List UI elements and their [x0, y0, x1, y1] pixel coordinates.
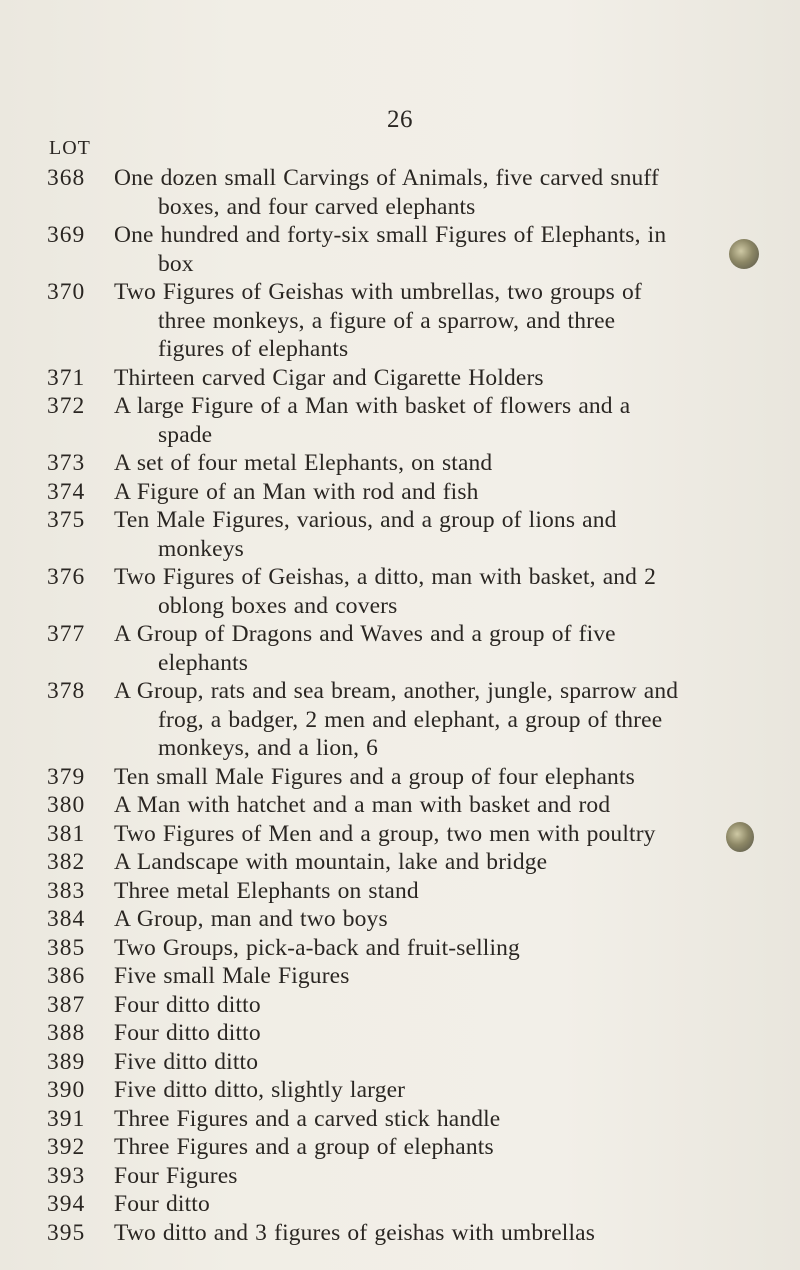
lot-number: 374 [47, 478, 86, 505]
lot-entry [47, 763, 687, 792]
lot-number: 376 [47, 564, 86, 590]
lot-description: A Figure of an Man with rod and fish [114, 478, 479, 505]
lot-number: 371 [47, 364, 86, 391]
lot-number: 387 [47, 991, 86, 1018]
lot-number: 381 [47, 820, 86, 847]
lot-entry [47, 677, 687, 763]
lot-description: Four ditto ditto [114, 1020, 261, 1046]
lot-number: 368 [47, 165, 86, 191]
lot-entry [47, 1190, 687, 1219]
lot-entry [47, 962, 687, 991]
lot-number: 382 [47, 849, 86, 875]
lot-entry [47, 620, 687, 677]
lot-number: 369 [47, 222, 86, 248]
lot-entry [47, 278, 687, 364]
lot-description: Ten Male Figures, various, and a group of lions and monkeys [114, 507, 617, 562]
lot-entry [47, 1105, 687, 1134]
lot-description: Four Figures [114, 1162, 238, 1189]
lot-number: 395 [47, 1219, 86, 1246]
lot-number: 390 [47, 1077, 86, 1103]
lot-number: 385 [47, 934, 86, 961]
lot-entry [47, 1162, 687, 1191]
lot-entry [47, 905, 687, 934]
lot-description: A Group, rats and sea bream, another, jungle, sparrow and frog, a badger, 2 men and elephant, a group of three monkeys, and a lion, 6 [114, 678, 679, 761]
lot-entry [47, 1019, 687, 1048]
lot-number: 370 [47, 279, 86, 305]
lot-number: 389 [47, 1048, 86, 1075]
lot-number: 379 [47, 763, 86, 790]
lot-entry [47, 1219, 687, 1248]
lot-description: One dozen small Carvings of Animals, five carved snuff boxes, and four carved elephants [114, 165, 659, 220]
lot-entry [47, 820, 687, 849]
lot-entry [47, 449, 687, 478]
lot-description: Two Figures of Geishas, a ditto, man with basket, and 2 oblong boxes and covers [114, 564, 657, 619]
lot-description: A set of four metal Elephants, on stand [114, 450, 493, 476]
lot-number: 391 [47, 1105, 86, 1132]
lot-description: Two Groups, pick-a-back and fruit-selling [114, 934, 520, 961]
lot-number: 393 [47, 1162, 86, 1189]
lot-number: 392 [47, 1134, 86, 1160]
lot-number: 377 [47, 621, 86, 647]
lot-number: 384 [47, 906, 86, 932]
lot-description: A large Figure of a Man with basket of flowers and a spade [114, 393, 631, 448]
lot-entry [47, 1076, 687, 1105]
lot-entry [47, 364, 687, 393]
lot-number: 375 [47, 507, 86, 533]
lot-number: 378 [47, 678, 86, 704]
lot-entry [47, 1133, 687, 1162]
lot-description: Thirteen carved Cigar and Cigarette Holders [114, 364, 544, 391]
lot-description: Two Figures of Men and a group, two men with poultry [114, 820, 656, 847]
lot-entry [47, 392, 687, 449]
ink-stain-mark [729, 239, 759, 269]
lot-description: Five ditto ditto [114, 1048, 259, 1075]
lot-description: Two Figures of Geishas with umbrellas, two groups of three monkeys, a figure of a sparrow, and three figures of elephants [114, 279, 642, 362]
lot-number: 386 [47, 963, 86, 989]
lot-number: 383 [47, 877, 86, 904]
lot-description: Three Figures and a group of elephants [114, 1134, 494, 1160]
lot-entry [47, 164, 687, 221]
lot-description: Three Figures and a carved stick handle [114, 1105, 501, 1132]
lot-description: Four ditto ditto [114, 991, 261, 1018]
page-number: 26 [387, 106, 413, 133]
lot-column-header: LOT [49, 137, 91, 159]
lot-number: 373 [47, 450, 86, 476]
lot-entry [47, 848, 687, 877]
lot-list [47, 164, 687, 1247]
lot-number: 380 [47, 792, 86, 818]
lot-entry [47, 934, 687, 963]
lot-description: A Group, man and two boys [114, 906, 388, 932]
lot-description: Three metal Elephants on stand [114, 877, 419, 904]
lot-entry [47, 791, 687, 820]
lot-description: Five ditto ditto, slightly larger [114, 1077, 406, 1103]
lot-entry [47, 563, 687, 620]
lot-description: One hundred and forty-six small Figures of Elephants, in box [114, 222, 667, 277]
lot-number: 372 [47, 393, 86, 419]
lot-entry [47, 877, 687, 906]
lot-description: Five small Male Figures [114, 963, 350, 989]
lot-entry [47, 506, 687, 563]
lot-entry [47, 1048, 687, 1077]
lot-description: Two ditto and 3 figures of geishas with umbrellas [114, 1219, 596, 1246]
lot-description: Four ditto [114, 1191, 210, 1217]
lot-entry [47, 991, 687, 1020]
lot-description: A Group of Dragons and Waves and a group of five elephants [114, 621, 616, 676]
lot-description: Ten small Male Figures and a group of four elephants [114, 763, 635, 790]
ink-stain-mark [726, 822, 754, 852]
lot-number: 394 [47, 1191, 86, 1217]
lot-description: A Landscape with mountain, lake and bridge [114, 849, 548, 875]
lot-entry [47, 478, 687, 507]
lot-description: A Man with hatchet and a man with basket and rod [114, 792, 611, 818]
lot-entry [47, 221, 687, 278]
lot-number: 388 [47, 1020, 86, 1046]
